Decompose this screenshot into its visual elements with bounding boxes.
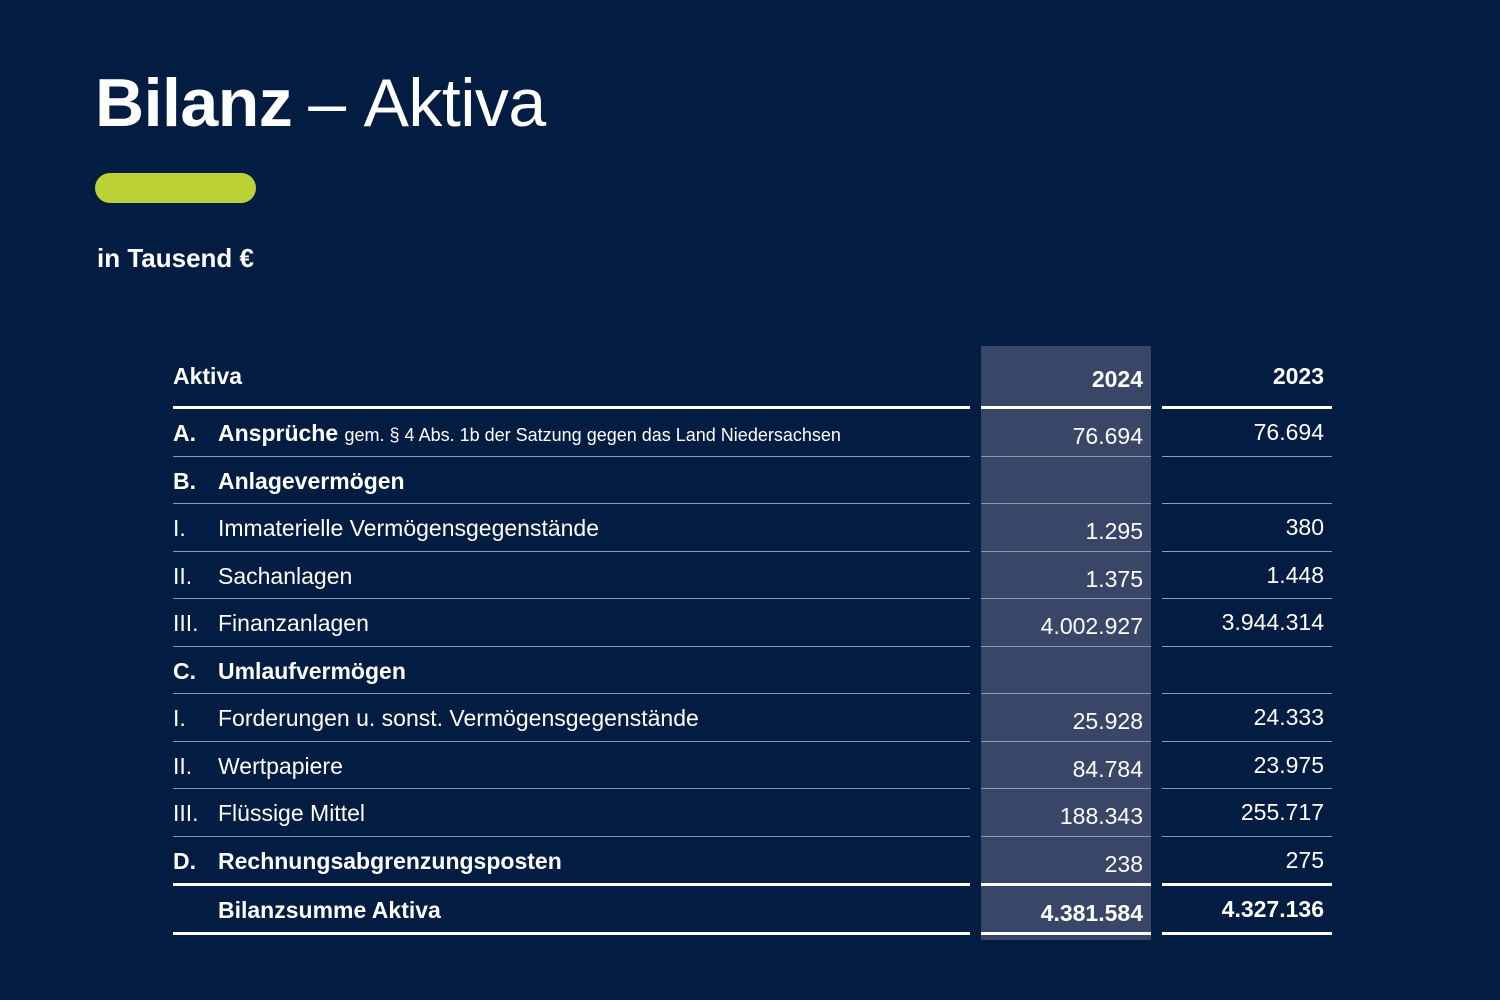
row-label: Flüssige Mittel	[218, 800, 365, 826]
title-separator: –	[308, 65, 346, 141]
row-label: Forderungen u. sonst. Vermögensgegenstände	[218, 705, 699, 731]
title-strong: Bilanz	[95, 65, 293, 141]
value-2023: 76.694	[1253, 419, 1324, 445]
value-2023: 24.333	[1253, 704, 1324, 730]
header-year-2024: 2024	[1091, 366, 1143, 392]
table-total-row	[173, 886, 1332, 932]
balance-table	[173, 346, 1332, 932]
table-row	[173, 647, 1332, 695]
value-2023: 23.975	[1253, 751, 1324, 778]
row-marker: II.	[173, 752, 193, 779]
table-row	[173, 837, 1332, 884]
total-2023: 4.327.136	[1221, 896, 1324, 922]
row-label: Finanzanlagen	[218, 610, 369, 636]
row-label: Sachanlagen	[218, 562, 353, 589]
row-marker: A.	[173, 420, 196, 446]
value-2023: 3.944.314	[1221, 609, 1324, 635]
row-label: Umlaufvermögen	[218, 657, 406, 684]
row-marker: D.	[173, 847, 196, 874]
table-row	[173, 742, 1332, 790]
row-marker: I.	[173, 705, 186, 731]
value-2024: 25.928	[1072, 708, 1143, 734]
row-label: Ansprüche gem. § 4 Abs. 1b der Satzung gegen das Land Niedersachsen	[218, 420, 841, 446]
row-label: Wertpapiere	[218, 752, 343, 779]
value-2024: 4.002.927	[1040, 613, 1143, 639]
value-2024: 238	[1104, 850, 1143, 877]
row-marker: III.	[173, 800, 199, 826]
value-2024: 76.694	[1072, 423, 1143, 449]
row-sublabel: gem. § 4 Abs. 1b der Satzung gegen das Land Niedersachsen	[344, 425, 841, 445]
table-row	[173, 504, 1332, 552]
value-2023: 255.717	[1240, 799, 1324, 825]
table-row	[173, 599, 1332, 647]
value-2024: 1.375	[1085, 565, 1143, 592]
total-2024: 4.381.584	[1040, 900, 1143, 926]
value-2024: 188.343	[1059, 803, 1143, 829]
value-2023: 380	[1285, 514, 1324, 540]
header-label: Aktiva	[173, 363, 243, 389]
value-2023: 1.448	[1266, 561, 1324, 588]
header-year-2023: 2023	[1272, 363, 1324, 389]
value-2024: 84.784	[1072, 755, 1143, 782]
row-label: Anlagevermögen	[218, 467, 405, 494]
row-marker: B.	[173, 467, 196, 494]
table-header-row	[173, 346, 1332, 406]
value-2024: 1.295	[1085, 518, 1143, 544]
title-light: Aktiva	[363, 65, 546, 141]
row-label: Rechnungsabgrenzungsposten	[218, 847, 562, 874]
total-label: Bilanzsumme Aktiva	[218, 897, 441, 923]
table-row	[173, 552, 1332, 600]
value-2023: 275	[1285, 846, 1324, 873]
table-row	[173, 789, 1332, 837]
row-label: Immaterielle Vermögensgegenstände	[218, 515, 600, 541]
unit-label: in Tausend €	[97, 243, 254, 273]
table-row	[173, 457, 1332, 505]
row-marker: C.	[173, 657, 196, 684]
page-title	[95, 62, 546, 144]
row-marker: I.	[173, 515, 186, 541]
table-row	[173, 694, 1332, 742]
accent-bar	[95, 173, 256, 203]
table-row	[173, 409, 1332, 457]
row-marker: III.	[173, 610, 199, 636]
row-marker: II.	[173, 562, 193, 589]
